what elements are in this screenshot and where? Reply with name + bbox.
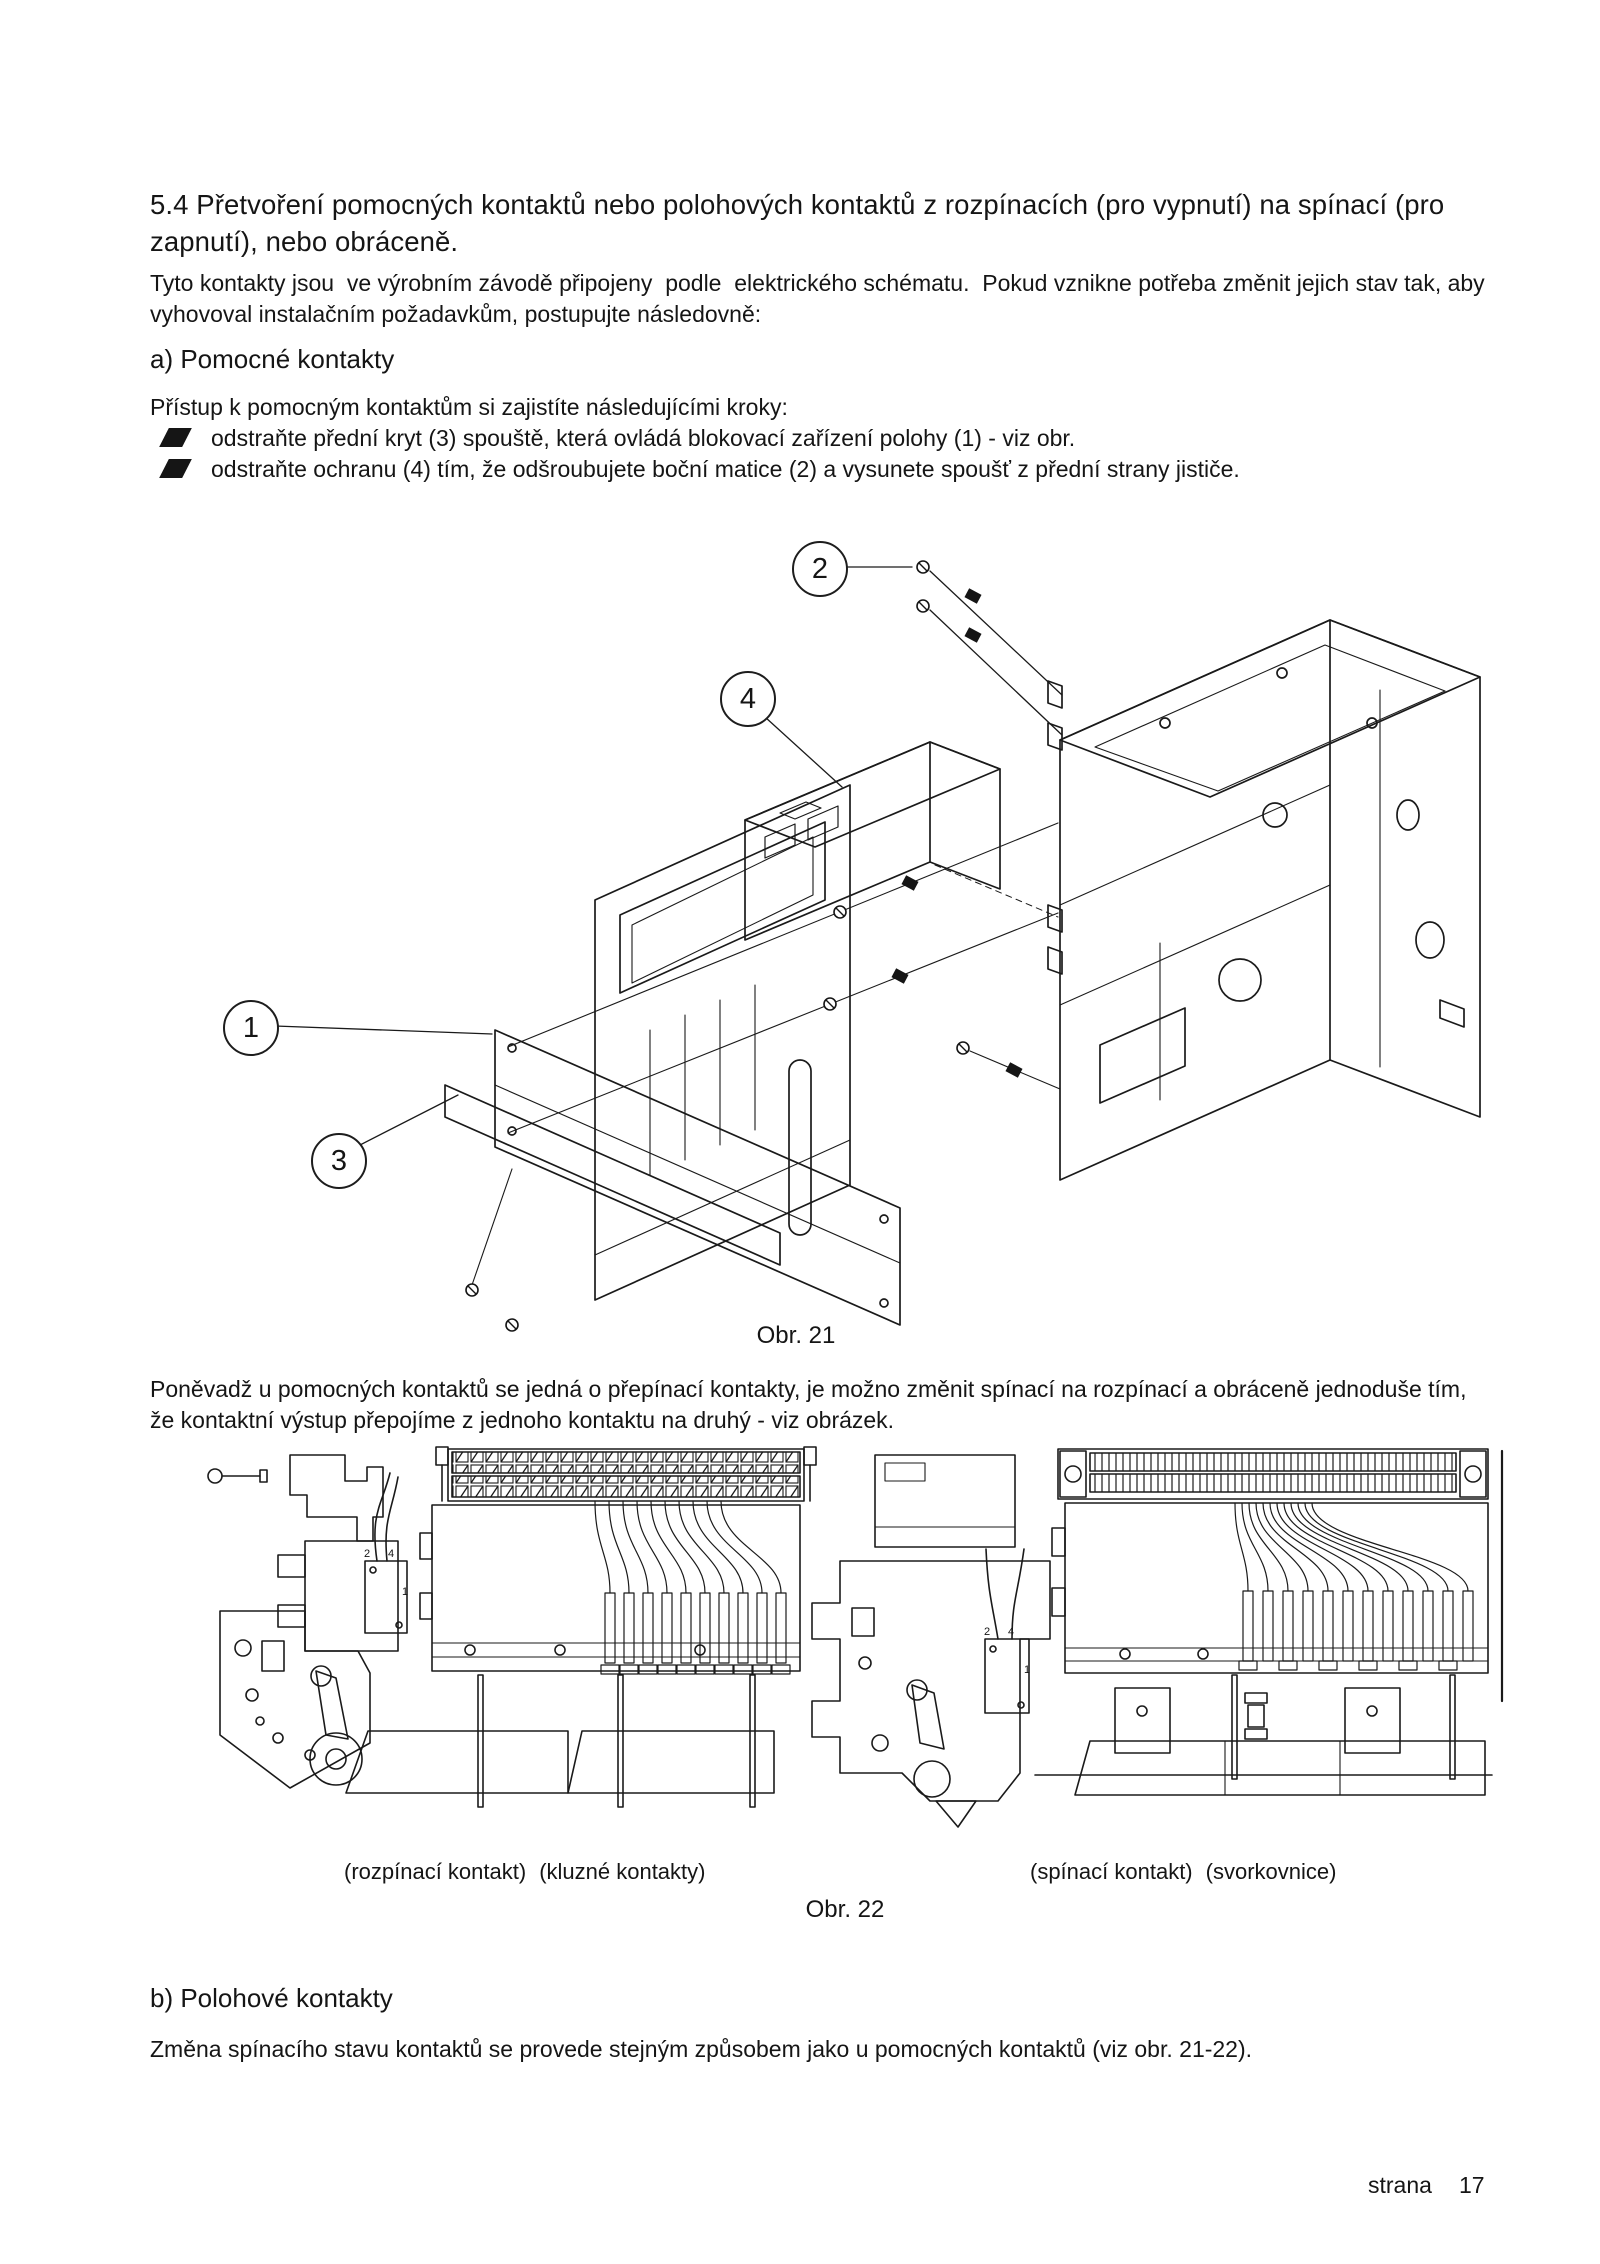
switch-terminal-label: 4 (1008, 1626, 1015, 1638)
label-sliding-contacts: (kluzné kontakty) (539, 1859, 706, 1884)
make-contact-fingers (1239, 1591, 1473, 1670)
figure21-caption: Obr. 21 (756, 1322, 836, 1349)
list-item (158, 424, 1075, 452)
intro-paragraph: Tyto kontakty jsou ve výrobním závodě připojeny podle elektrického schématu. Pokud vznikne potřeba změnit jejich stav tak, aby vyhovoval instalačním požadavkům, postupujte následovně: (150, 270, 1485, 327)
right-contact-block (1035, 1449, 1502, 1795)
breaker-body (1048, 620, 1480, 1180)
figure21-callout-3: 3 (311, 1133, 367, 1189)
figure21-callout-1: 1 (223, 1000, 279, 1056)
front-frame-panel (595, 785, 850, 1300)
label-terminal-block: (svorkovnice) (1205, 1859, 1337, 1884)
sliding-contact-wires (595, 1501, 781, 1593)
leader-lines (275, 567, 1062, 1285)
left-contact-block (346, 1447, 816, 1807)
left-mechanism (208, 1455, 408, 1788)
list-item (158, 455, 1240, 483)
sliding-contact-fingers (601, 1593, 790, 1674)
switch-terminal-label: 2 (364, 1548, 371, 1560)
switch-terminal-label: 1 (1024, 1664, 1031, 1676)
page-footer (1368, 2172, 1485, 2199)
figure-21-exploded-view (140, 485, 1500, 1335)
figure21-callout-4: 4 (720, 671, 776, 727)
figure22-caption: Obr. 22 (805, 1896, 885, 1923)
figure22-right-labels (1030, 1859, 1336, 1885)
subsection-b-body: Změna spínacího stavu kontaktů se provede stejným způsobem jako u pomocných kontaktů (viz obr. 21-22). (150, 2036, 1253, 2062)
trip-unit-block (745, 742, 1058, 940)
label-break-contact: (rozpínací kontakt) (344, 1859, 527, 1884)
footer-label: strana (1368, 2172, 1432, 2198)
subsection-b-title: b) Polohové kontakty (150, 1983, 393, 2013)
page-number: 17 (1458, 2172, 1485, 2198)
step-text: odstraňte ochranu (4) tím, že odšroubujete boční matice (2) a vysunete spoušť z přední strany jističe. (211, 456, 1240, 482)
subsection-a-title: a) Pomocné kontakty (150, 344, 395, 374)
switch-terminal-label: 1 (402, 1586, 409, 1598)
right-mechanism (812, 1455, 1050, 1827)
switch-terminal-label: 4 (388, 1548, 395, 1560)
subsection-a-lead: Přístup k pomocným kontaktům si zajistíte následujícími kroky: (150, 394, 788, 420)
terminal-wires (1235, 1503, 1468, 1591)
switch-terminal-label: 2 (984, 1626, 991, 1638)
bullet-icon (159, 428, 192, 447)
contacts-paragraph: Poněvadž u pomocných kontaktů se jedná o přepínací kontakty, je možno změnit spínací na rozpínací a obráceně jednoduše tím, že kontaktní výstup přepojíme z jednoho kontaktu na druhý - viz obrázek. (150, 1376, 1467, 1433)
front-cover-plate (445, 1030, 900, 1325)
figure21-callout-2: 2 (792, 541, 848, 597)
bullet-icon (159, 459, 192, 478)
step-text: odstraňte přední kryt (3) spouště, která ovládá blokovací zařízení polohy (1) - viz obr. (211, 425, 1076, 451)
figure-22-contact-drawings (140, 1443, 1510, 1833)
figure22-left-labels (344, 1859, 705, 1885)
label-make-contact: (spínací kontakt) (1030, 1859, 1193, 1884)
section-heading: 5.4 Přetvoření pomocných kontaktů nebo polohových kontaktů z rozpínacích (pro vypnutí) na spínací (pro zapnutí), nebo obráceně. (150, 189, 1445, 257)
